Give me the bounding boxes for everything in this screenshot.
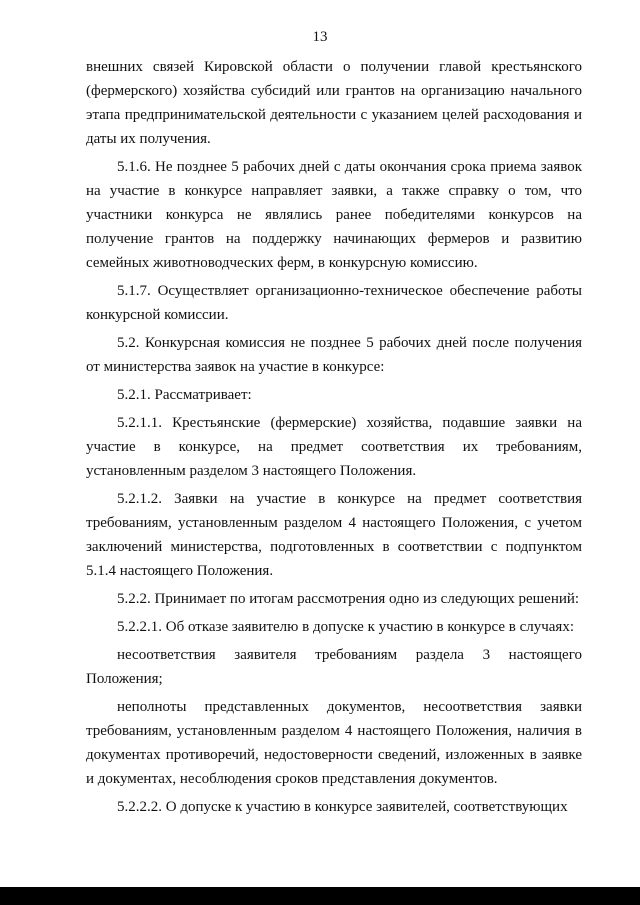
scan-bottom-edge (0, 887, 640, 905)
paragraph-5-1-6: 5.1.6. Не позднее 5 рабочих дней с даты окончания срока приема заявок на участие в конкурсе направляет заявки, а также справку о том, что участники конкурса не являлись ранее победителями конкурсов на получение грантов на поддержку начинающих фермеров и развитию семейных животноводческих ферм, в конкурсную комиссию. (86, 159, 582, 271)
paragraph-5-2-2-2: 5.2.2.2. О допуске к участию в конкурсе заявителей, соответствующих (117, 799, 568, 815)
paragraph-5-1-7: 5.1.7. Осуществляет организационно-техническое обеспечение работы конкурсной комиссии. (86, 283, 582, 323)
paragraph-nonconformity: несоответствия заявителя требованиям раздела 3 настоящего Положения; (86, 647, 582, 687)
paragraph-5-2-1-2: 5.2.1.2. Заявки на участие в конкурсе на предмет соответствия требованиям, установленным разделом 4 настоящего Положения, с учетом заключений министерства, подготовленных в соответствии с подпунктом 5.1.4 настоящего Положения. (86, 491, 582, 579)
paragraph-5-2-2-1: 5.2.2.1. Об отказе заявителю в допуске к участию в конкурсе в случаях: (117, 619, 574, 635)
paragraph-continuation: внешних связей Кировской области о получении главой крестьянского (фермерского) хозяйства субсидий или грантов на организацию начального этапа предпринимательской деятельности с указанием целей расходования и даты их получения. (86, 59, 582, 147)
paragraph-5-2-2: 5.2.2. Принимает по итогам рассмотрения одно из следующих решений: (117, 591, 580, 607)
paragraph-incompleteness: неполноты представленных документов, несоответствия заявки требованиям, установленным разделом 4 настоящего Положения, наличия в документах противоречий, недостоверности сведений, изложенных в заявке и документах, несоблюдения сроков представления документов. (86, 699, 582, 787)
paragraph-5-2-1: 5.2.1. Рассматривает: (117, 387, 252, 403)
document-body (86, 55, 582, 823)
paragraph-5-2: 5.2. Конкурсная комиссия не позднее 5 рабочих дней после получения от министерства заявок на участие в конкурсе: (86, 335, 582, 375)
paragraph-5-2-1-1: 5.2.1.1. Крестьянские (фермерские) хозяйства, подавшие заявки на участие в конкурсе, на предмет соответствия их требованиям, установленным разделом 3 настоящего Положения. (86, 415, 582, 479)
page-number: 13 (312, 29, 328, 45)
